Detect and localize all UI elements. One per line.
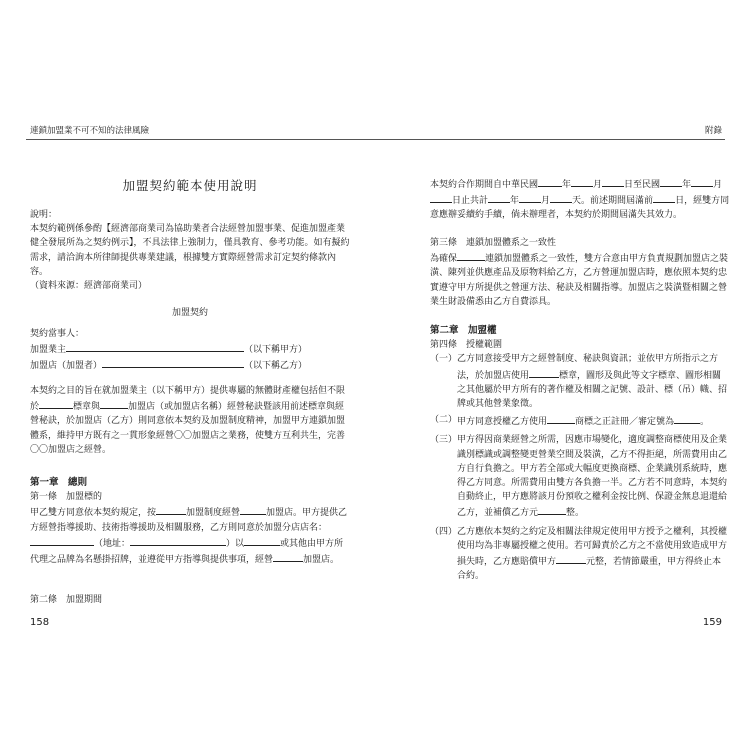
chapter-2 — [430, 324, 730, 583]
party2-suffix: （以下稱乙方） — [244, 361, 308, 372]
term-year-2: 年 — [682, 180, 692, 190]
blank — [240, 504, 266, 515]
art1-text-b: 加盟制度經營 — [186, 508, 241, 519]
blank — [273, 551, 303, 562]
note-label: 說明： — [30, 210, 58, 220]
art1-text-a: 甲乙雙方同意依本契約規定，按 — [30, 508, 157, 519]
blank — [674, 413, 700, 424]
purpose-text-a: 本契約之目的旨在就加盟業主（以下稱甲方）提供專屬的無體財產權包括但不限於 — [30, 386, 346, 413]
term-before: 日，經雙方同意應辦妥續約手續，倘未辦理者，本契約於期間屆滿失其效力。 — [430, 196, 730, 221]
art1-text-g: 加盟店。 — [303, 555, 340, 566]
blank — [30, 535, 94, 546]
blank — [156, 504, 186, 515]
term-years: 年 — [510, 196, 520, 207]
item1-text — [457, 352, 730, 411]
document-title: 加盟契約範本使用說明 — [122, 178, 258, 193]
blank — [538, 176, 562, 187]
parties-block — [30, 327, 350, 374]
blank — [488, 192, 510, 203]
article3 — [430, 236, 730, 309]
purpose-paragraph — [30, 384, 350, 457]
party1-suffix: （以下稱甲方） — [244, 345, 308, 356]
header-rule-right — [375, 139, 725, 140]
chapter2-heading: 第二章 加盟權 — [430, 325, 497, 336]
blank — [529, 367, 559, 378]
party-franchisor-line — [30, 341, 350, 357]
article1-body — [30, 504, 350, 567]
term-day-end: 日止共計 — [452, 196, 489, 207]
parties-label: 契約當事人： — [30, 329, 85, 339]
blank — [602, 176, 624, 187]
page-number-left: 158 — [30, 617, 50, 628]
party1-blank — [66, 341, 244, 352]
item2-text-c: 。 — [700, 417, 710, 428]
blank — [660, 176, 682, 187]
item2-text-a: 甲方同意授權乙方使用 — [457, 417, 548, 428]
chapter-1 — [30, 476, 350, 567]
page-number-right: 159 — [702, 617, 722, 628]
article2-title: 第二條 加盟期間 — [30, 595, 103, 605]
article3-body — [430, 250, 730, 309]
purpose-text-c: 加盟店（或加盟店名稱）經營秘訣暨該用前述標章與經營秘訣，於加盟店（乙方）則同意依本契約及加盟制度精神，加盟甲方連鎖加盟體系，維持甲方既有之一貫形象經營〇〇加盟店之業務，使雙方互利共生，完善〇〇加盟店之經營。 — [30, 402, 346, 455]
article3-title: 第三條 連鎖加盟體系之一致性 — [430, 238, 557, 248]
blank — [653, 192, 675, 203]
running-header-left: 連鎖加盟業不可不知的法律風險 — [30, 126, 150, 136]
art1-text-d: （地址： — [94, 538, 131, 549]
item4-text-b: 元整，若情節嚴重，甲方得終止本合約。 — [457, 557, 722, 582]
item1-marker: （一） — [430, 354, 458, 365]
item4-text — [457, 525, 730, 584]
purpose-text-b: 標章與 — [73, 402, 101, 413]
list-item — [430, 433, 730, 520]
chapter1-heading: 第一章 總則 — [30, 477, 88, 488]
term-text-a: 本契約合作期間自中華民國 — [430, 180, 539, 190]
item2-text — [457, 413, 730, 429]
list-item — [430, 413, 730, 429]
term-paragraph — [430, 176, 730, 223]
header-rule-left — [26, 139, 375, 140]
art3-text-b: 連鎖加盟體系之一致性，雙方合意由甲方負責規劃加盟店之裝潢、陳列並供應產品及原物料給乙方，乙方營運加盟店時，應依照本契約忠實遵守甲方所提供之營運方法、秘訣及相關指導。加盟店之裝潢暨相關之營業生財設備悉由乙方自費添具。 — [430, 254, 729, 307]
party1-label: 加盟業主 — [30, 345, 67, 356]
note-source: （資料來源：經濟部商業司） — [30, 281, 148, 292]
blank — [457, 250, 485, 261]
blank — [691, 176, 713, 187]
art1-text-e: ）以 — [226, 538, 245, 549]
term-months: 月 — [541, 196, 551, 207]
item3-marker: （三） — [430, 435, 458, 446]
list-item — [430, 352, 730, 411]
blank — [100, 398, 128, 409]
right-page — [375, 0, 750, 750]
running-header-right: 附錄 — [704, 126, 722, 136]
blank — [39, 398, 73, 409]
item2-text-b: 商標之正註冊／審定號為 — [575, 417, 675, 428]
list-item — [430, 525, 730, 584]
term-month: 月 — [593, 180, 603, 190]
article4-title: 第四條 授權範圍 — [430, 340, 503, 351]
blank — [571, 176, 593, 187]
blank — [130, 535, 226, 546]
item3-text — [457, 433, 730, 520]
term-year: 年 — [562, 180, 572, 190]
item1-text-b: 標章，圖形及與此等文字標章、圖形相關之其他屬於甲方所有的著作權及相關之記號、設計、標（吊）幟、招牌或其他營業象徵。 — [457, 370, 728, 410]
blank — [547, 413, 575, 424]
art1-text-c: 加盟店。甲方提供乙方經營指導援助、技術指導援助及相關服務，乙方則同意於加盟分店店名： — [30, 508, 348, 533]
party2-blank — [102, 357, 244, 368]
blank — [519, 192, 541, 203]
blank — [430, 192, 452, 203]
blank — [550, 192, 572, 203]
blank — [556, 553, 586, 564]
party-franchisee-line — [30, 357, 350, 373]
party2-label: 加盟店（加盟者） — [30, 361, 103, 372]
item2-marker: （二） — [430, 415, 458, 426]
item4-text-a: 乙方應依本契約之約定及相關法律規定使用甲方授予之權利，其授權使用均為非專屬授權之使用。若可歸責於乙方之不當使用致造成甲方損失時，乙方應賠償甲方 — [457, 526, 728, 568]
contract-title: 加盟契約 — [171, 308, 208, 318]
item1-text-a: 乙方同意接受甲方之經營制度、秘訣與資訊；並依甲方所指示之方法，於加盟店使用 — [457, 354, 719, 381]
blank — [538, 504, 566, 515]
item4-marker: （四） — [430, 526, 458, 537]
item3-text-a: 甲方得因商業經營之所需，因應市場變化，適度調整商標使用及企業識別標識或調整變更營業空間及裝潢，乙方不得拒絕，所需費用由乙方自行負擔之。甲方若全部或大幅度更換商標、企業識別系統時，應得乙方同意。所需費用由雙方各負擔一半。乙方若不同意時，本契約自動終止，甲方應將該月份預收之權利金按比例、保證金無息退還給乙方，並補償乙方元 — [457, 435, 728, 519]
term-day-from: 日至民國 — [624, 180, 661, 190]
term-month-2: 月 — [713, 180, 723, 190]
note-paragraph: 本契約範例係參酌【經濟部商業司為協助業者合法經營加盟事業、促進加盟產業健全發展所為之契約例示】，不具法律上強制力，僅具教育、參考功能。如有擬約需求，請洽詢本所律師提供專業建議，根據雙方實際經營需求訂定契約條款內容。 — [30, 224, 350, 277]
term-days: 天。前述期間屆滿前 — [572, 196, 654, 207]
art3-text-a: 為確保 — [430, 254, 458, 265]
usage-note — [30, 208, 350, 293]
blank — [244, 535, 280, 546]
item3-text-b: 整。 — [566, 508, 585, 519]
art1-text-f: 或其他由甲方所代理之品牌為名懸掛招牌，並遵從甲方指導與提供事項，經營 — [30, 538, 344, 566]
article1-title: 第一條 加盟標的 — [30, 492, 103, 503]
